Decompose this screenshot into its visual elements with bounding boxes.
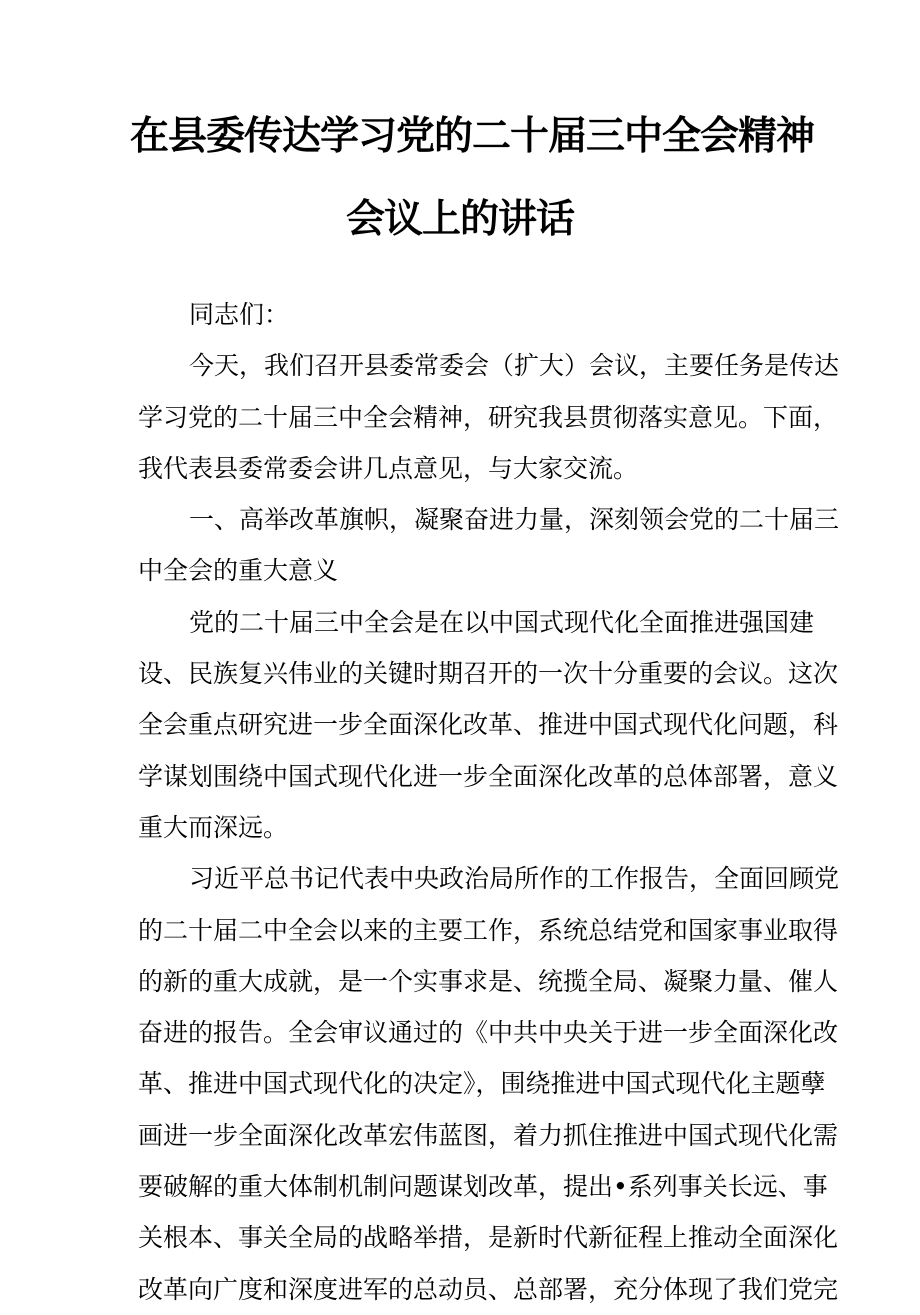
body-line: 习近平总书记代表中央政治局所作的工作报告，全面回顾党 bbox=[189, 864, 840, 894]
body-line: 重大而深远。 bbox=[138, 812, 289, 842]
body-line: 我代表县委常委会讲几点意见，与大家交流。 bbox=[138, 453, 639, 483]
body-line: 关根本、事关全局的战略举措，是新时代新征程上推动全面深化 bbox=[138, 1223, 839, 1253]
body-line: 的新的重大成就，是一个实事求是、统揽全局、凝聚力量、催人 bbox=[138, 966, 839, 996]
title-line-2: 会议上的讲话 bbox=[345, 197, 574, 242]
title-line-1: 在县委传达学习党的二十届三中全会精神 bbox=[130, 114, 815, 159]
body-line: 党的二十届三中全会是在以中国式现代化全面推进强国建 bbox=[189, 607, 815, 637]
body-line: 革、推进中国式现代化的决定》，围绕推进中国式现代化主题孽 bbox=[138, 1069, 826, 1099]
salutation: 同志们： bbox=[189, 300, 290, 329]
body-line: 要破解的重大体制机制问题谋划改革，提出•系列事关长远、事 bbox=[138, 1172, 828, 1202]
body-line: 设、民族复兴伟业的关键时期召开的一次十分重要的会议。这次 bbox=[138, 659, 839, 689]
body-line: 奋进的报告。全会审议通过的《中共中央关于进一步全面深化改 bbox=[138, 1018, 839, 1048]
body-line: 改革向广度和深度进军的总动员、总部署，充分体现了我们党完 bbox=[138, 1274, 839, 1304]
section-heading-line: 中全会的重大意义 bbox=[138, 556, 339, 586]
body-line: 画进一步全面深化改革宏伟蓝图，着力抓住推进中国式现代化需 bbox=[138, 1120, 839, 1150]
section-heading-line: 一、高举改革旗帜，凝聚奋进力量，深刻领会党的二十届三 bbox=[189, 505, 840, 535]
body-line: 全会重点研究进一步全面深化改革、推进中国式现代化问题，科 bbox=[138, 710, 839, 740]
body-line: 学谋划围绕中国式现代化进一步全面深化改革的总体部署，意义 bbox=[138, 761, 839, 791]
body-line: 今天，我们召开县委常委会（扩大）会议，主要任务是传达 bbox=[189, 351, 840, 381]
body-line: 的二十届二中全会以来的主要工作，系统总结党和国家事业取得 bbox=[138, 915, 839, 945]
document-body bbox=[138, 289, 840, 1315]
body-line: 学习党的二十届三中全会精神，研究我县贯彻落实意见。下面， bbox=[138, 402, 839, 432]
